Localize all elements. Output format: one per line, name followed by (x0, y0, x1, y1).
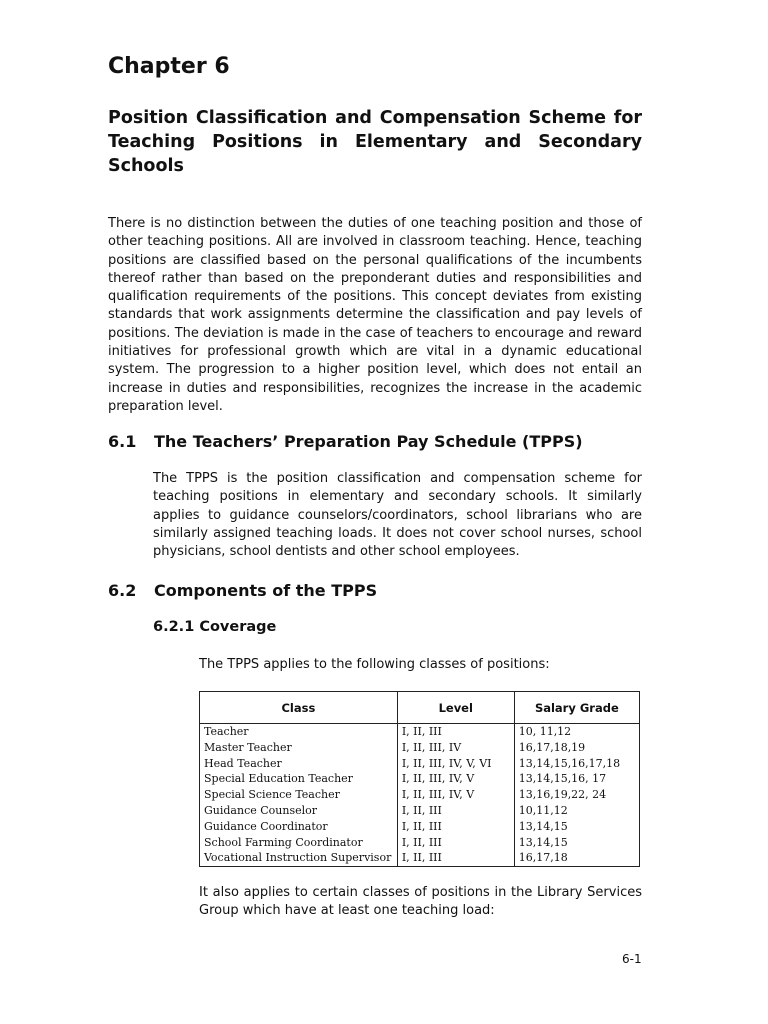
table-row (200, 724, 640, 740)
cell-class: Vocational Instruction Supervisor (200, 850, 398, 866)
coverage-table (199, 691, 640, 867)
chapter-heading: Chapter 6 (108, 54, 230, 79)
coverage-intro: The TPPS applies to the following classes of positions: (199, 657, 550, 672)
cell-salary-grade: 10, 11,12 (514, 724, 639, 740)
cell-salary-grade: 13,14,15,16, 17 (514, 771, 639, 787)
section-6-2-title: Components of the TPPS (154, 581, 378, 600)
section-6-1-paragraph: The TPPS is the position classification and compensation scheme for teaching positions in elementary and secondary schools. It similarly applies to guidance counselors/coordinators, school librarians who are similarly assigned teaching loads. It does not cover school nurses, school physicians, school dentists and other school employees. (153, 471, 642, 560)
table-row (200, 850, 640, 866)
cell-level: I, II, III, IV, V (397, 787, 514, 803)
section-6-1-title: The Teachers’ Preparation Pay Schedule (TPPS) (154, 432, 583, 451)
section-6-1-heading (108, 432, 583, 451)
chapter-title: Position Classification and Compensation Scheme for Teaching Positions in Elementary and Secondary Schools (108, 108, 642, 176)
cell-class: Guidance Coordinator (200, 819, 398, 835)
table-row (200, 740, 640, 756)
section-6-2-number: 6.2 (108, 581, 137, 600)
table-row (200, 787, 640, 803)
cell-salary-grade: 13,14,15,16,17,18 (514, 756, 639, 772)
cell-class: Teacher (200, 724, 398, 740)
cell-salary-grade: 16,17,18,19 (514, 740, 639, 756)
table-row (200, 803, 640, 819)
cell-level: I, II, III, IV (397, 740, 514, 756)
table-header-row (200, 692, 640, 724)
cell-salary-grade: 13,16,19,22, 24 (514, 787, 639, 803)
col-header-class: Class (200, 692, 398, 724)
table-row (200, 756, 640, 772)
subsection-6-2-1-heading: 6.2.1 Coverage (153, 619, 277, 635)
cell-class: Head Teacher (200, 756, 398, 772)
section-6-2-heading (108, 581, 377, 600)
cell-class: School Farming Coordinator (200, 835, 398, 851)
cell-salary-grade: 13,14,15 (514, 819, 639, 835)
cell-level: I, II, III, IV, V, VI (397, 756, 514, 772)
cell-class: Guidance Counselor (200, 803, 398, 819)
col-header-salary-grade: Salary Grade (514, 692, 639, 724)
cell-level: I, II, III (397, 724, 514, 740)
cell-level: I, II, III (397, 835, 514, 851)
table-row (200, 771, 640, 787)
library-services-paragraph: It also applies to certain classes of positions in the Library Services Group which have at least one teaching load: (199, 885, 642, 919)
col-header-level: Level (397, 692, 514, 724)
cell-level: I, II, III (397, 819, 514, 835)
cell-level: I, II, III (397, 803, 514, 819)
cell-class: Special Science Teacher (200, 787, 398, 803)
cell-salary-grade: 10,11,12 (514, 803, 639, 819)
cell-class: Master Teacher (200, 740, 398, 756)
table-row (200, 835, 640, 851)
table-row (200, 819, 640, 835)
intro-paragraph: There is no distinction between the duties of one teaching position and those of other teaching positions. All are involved in classroom teaching. Hence, teaching positions are classified based on the personal qualifications of the incumbents thereof rather than based on the preponderant duties and responsibilities and qualification requirements of the positions. This concept deviates from existing standards that work assignments determine the classification and pay levels of positions. The deviation is made in the case of teachers to encourage and reward initiatives for professional growth which are vital in a dynamic educational system. The progression to a higher position level, which does not entail an increase in duties and responsibilities, recognizes the increase in the academic preparation level. (108, 216, 642, 414)
cell-salary-grade: 13,14,15 (514, 835, 639, 851)
section-6-1-number: 6.1 (108, 432, 137, 451)
cell-salary-grade: 16,17,18 (514, 850, 639, 866)
cell-level: I, II, III, IV, V (397, 771, 514, 787)
cell-class: Special Education Teacher (200, 771, 398, 787)
page-number: 6-1 (622, 952, 642, 966)
cell-level: I, II, III (397, 850, 514, 866)
